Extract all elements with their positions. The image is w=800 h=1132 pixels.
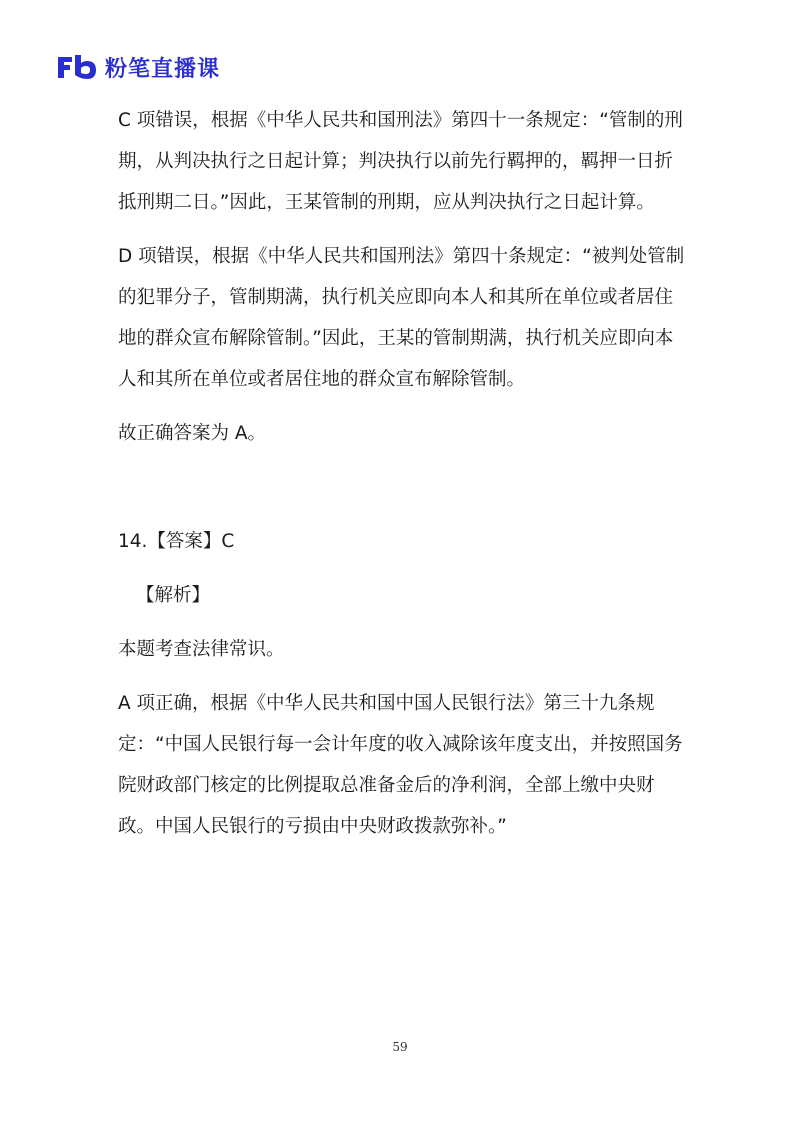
question-14-answer: 14.【答案】C [118, 531, 235, 552]
analysis-label: 【解析】 [136, 585, 211, 606]
option-d-explanation: D 项错误，根据《中华人民共和国刑法》第四十条规定：“被判处管制的犯罪分子，管制期满，执行机关应即向本人和其所在单位或者居住地的群众宣布解除管制。”因此，王某的管制期满，执行机关应即向本人和其所在单位或者居住地的群众宣布解除管制。 [118, 246, 685, 390]
option-a-explanation: A 项正确，根据《中华人民共和国中国人民银行法》第三十九条规定：“中国人民银行每一会计年度的收入减除该年度支出，并按照国务院财政部门核定的比例提取总准备金后的净利润，全部上缴中央财政。中国人民银行的亏损由中央财政拨款弥补。” [118, 693, 683, 837]
option-c-explanation: C 项错误，根据《中华人民共和国刑法》第四十一条规定：“管制的刑期，从判决执行之日起计算；判决执行以前先行羁押的，羁押一日折抵刑期二日。”因此，王某管制的刑期，应从判决执行之日起计算。 [118, 110, 683, 213]
spacer [118, 467, 688, 521]
header [55, 50, 220, 84]
brand-name: 粉笔直播课 [105, 56, 221, 82]
topic-statement: 本题考查法律常识。 [118, 639, 285, 660]
page-number: 59 [392, 1040, 408, 1054]
conclusion: 故正确答案为 A。 [118, 423, 267, 444]
fenbi-fb-logo-icon [55, 53, 99, 81]
document-body [118, 100, 688, 860]
